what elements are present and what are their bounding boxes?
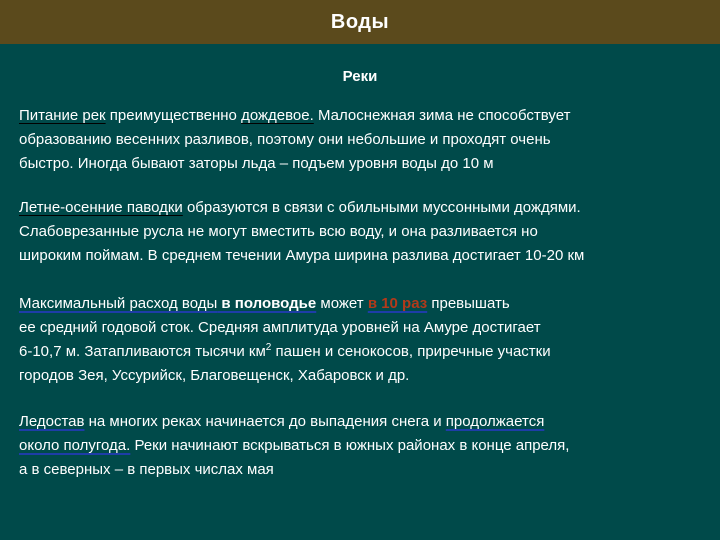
key-term-feeding: Питание рек xyxy=(19,107,106,124)
slide-subtitle: Реки xyxy=(342,68,378,85)
paragraph-line xyxy=(19,292,714,316)
paragraph-line xyxy=(19,196,714,220)
text-fragment: пашен и сенокосов, приречные участки xyxy=(271,343,551,360)
key-term-max-discharge: Максимальный расход воды xyxy=(19,295,218,312)
paragraph-max-discharge xyxy=(19,292,714,388)
title-bar xyxy=(0,0,720,44)
text-fragment: преимущественно xyxy=(105,107,242,124)
paragraph-line: широким поймам. В среднем течении Амура ширина разлива достигает 10-20 км xyxy=(19,247,585,264)
slide-title: Воды xyxy=(330,10,390,33)
paragraph-line: Слабоврезанные русла не могут вместить всю воду, и она разливается но xyxy=(19,223,538,240)
paragraph-line xyxy=(19,104,714,128)
text-fragment: Реки начинают вскрываться в южных районах в конце апреля, xyxy=(130,437,570,454)
paragraph-line: а в северных – в первых числах мая xyxy=(19,461,274,478)
text-fragment: образуются в связи с обильными муссонными дождями. xyxy=(182,199,581,216)
paragraph-line xyxy=(19,340,714,364)
text-fragment: 6-10,7 м. Затапливаются тысячи км xyxy=(19,343,266,360)
paragraph-line xyxy=(19,434,714,458)
paragraph-line: ее средний годовой сток. Средняя амплитуда уровней на Амуре достигает xyxy=(19,319,541,336)
key-term-high-water: в половодье xyxy=(217,295,317,312)
paragraph-line: быстро. Иногда бывают заторы льда – подъем уровня воды до 10 м xyxy=(19,155,494,172)
text-fragment: превышать xyxy=(427,295,510,312)
paragraph-feeding xyxy=(19,104,714,176)
paragraph-floods xyxy=(19,196,714,268)
key-term-lasts: продолжается xyxy=(445,413,545,430)
paragraph-line xyxy=(19,410,714,434)
paragraph-freeze-up xyxy=(19,410,714,482)
text-fragment: может xyxy=(316,295,368,312)
key-term-ten-times: в 10 раз xyxy=(367,295,428,312)
paragraph-line: городов Зея, Уссурийск, Благовещенск, Хабаровск и др. xyxy=(19,367,410,384)
text-fragment: Малоснежная зима не способствует xyxy=(313,107,571,124)
text-fragment: на многих реках начинается до выпадения снега и xyxy=(84,413,446,430)
key-term-floods: Летне-осенние паводки xyxy=(19,199,183,216)
key-term-rain: дождевое. xyxy=(241,107,314,124)
key-term-half-year: около полугода. xyxy=(19,437,131,454)
paragraph-line: образованию весенних разливов, поэтому они небольшие и проходят очень xyxy=(19,131,551,148)
superscript: 2 xyxy=(265,342,272,353)
key-term-freeze-up: Ледостав xyxy=(19,413,85,430)
